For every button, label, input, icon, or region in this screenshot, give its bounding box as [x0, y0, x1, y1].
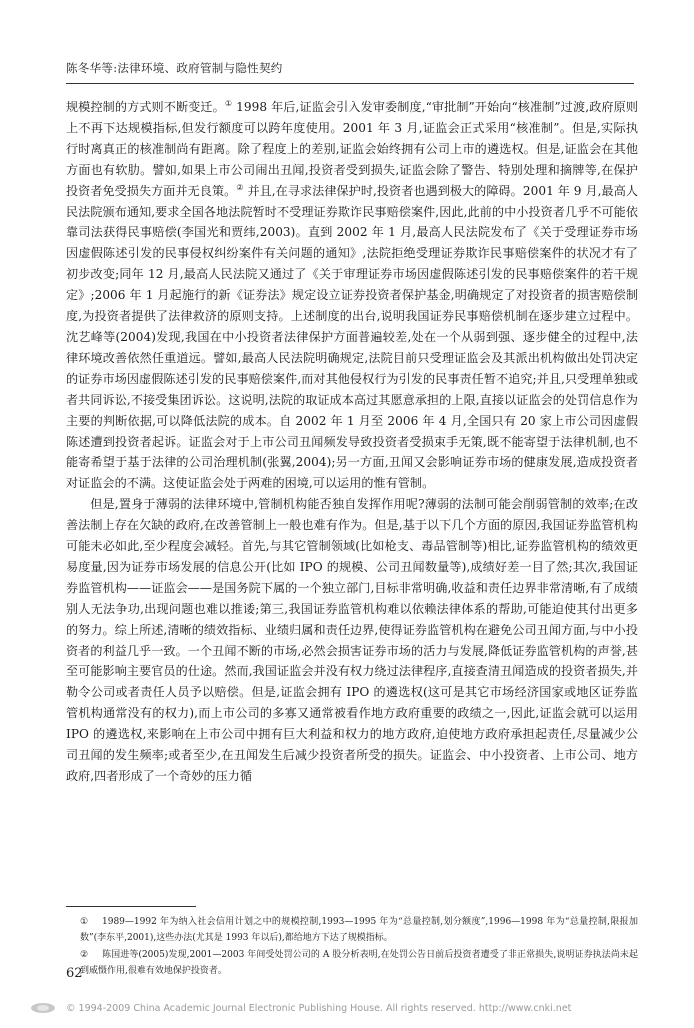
publisher-logo-icon: [30, 1002, 56, 1014]
footnotes: [66, 914, 638, 980]
footnote-2: [66, 947, 638, 979]
footnote-2-text: 陈国进等(2005)发现,2001—2003 年间受处罚公司的 A 股分析表明,在处罚公告日前后投资者遭受了非正常损失,说明证券执法尚未起到威慑作用,很难有效地保护投资者。: [80, 950, 638, 976]
paragraph-1-part-a: 规模控制的方式则不断变迁。: [66, 100, 225, 114]
running-header: 陈冬华等:法律环境、政府管制与隐性契约: [66, 61, 283, 75]
paragraph-1-part-b: 1998 年后,证监会引入发审委制度,“审批制”开始向“核准制”过渡,政府原则上不再下达规模指标,但发行额度可以跨年度使用。2001 年 3 月,证监会正式采用“核准制”。但是,实际执行时离真正的核准制尚有距离。除了程度上的差别,证监会始终拥有公司上市的遴选权。但是,证监会在其他方面也有软肋。譬如,如果上市公司闹出丑闻,投资者受到损失,证监会除了警告、特别处理和摘牌等,在保护投资者免受损失方面并无良策。: [66, 100, 639, 198]
header-rule: [66, 83, 634, 84]
paragraph-1: [66, 97, 638, 494]
footer-copyright: © 1994-2009 China Academic Journal Electronic Publishing House. All rights reserved. http://www.cnki.net: [66, 1003, 572, 1014]
page-number: 62: [66, 966, 83, 981]
footnote-2-number: ②: [80, 950, 89, 960]
footnote-1-number: ①: [80, 917, 89, 927]
body-text: [66, 97, 638, 787]
paragraph-2: 但是,置身于薄弱的法律环境中,管制机构能否独自发挥作用呢?薄弱的法制可能会削弱管制的效率;在改善法制上存在欠缺的政府,在改善管制上一般也难有作为。但是,基于以下几个方面的原因,我国证券监管机构可能未必如此,至少程度会减轻。首先,与其它管制领域(比如枪支、毒品管制等)相比,证券监管机构的绩效更易度量,因为证券市场发展的信息公开(比如 IPO 的规模、公司丑闻数量等),成绩好差一目了然;其次,我国证券监管机构——证监会——是国务院下属的一个独立部门,目标非常明确,收益和责任边界非常清晰,有了成绩别人无法争功,出现问题也难以推诿;第三,我国证券监管机构难以依赖法律体系的帮助,可能迫使其付出更多的努力。综上所述,清晰的绩效指标、业绩归属和责任边界,使得证券监管机构在避免公司丑闻方面,与中小投资者的利益几乎一致。一个丑闻不断的市场,必然会损害证券市场的活力与发展,降低证券监管机构的声誉,甚至可能影响主要官员的仕途。然而,我国证监会并没有权力绕过法律程序,直接查清丑闻造成的投资者损失,并勒令公司或者责任人员予以赔偿。但是,证监会拥有 IPO 的遴选权(这可是其它市场经济国家或地区证券监管机构通常没有的权力),而上市公司的多寡又通常被看作地方政府重要的政绩之一,因此,证监会就可以运用 IPO 的遴选权,来影响在上市公司中拥有巨大利益和权力的地方政府,迫使地方政府承担起责任,尽量减少公司丑闻的发生频率;或者至少,在丑闻发生后减少投资者所受的损失。证监会、中小投资者、上市公司、地方政府,四者形成了一个奇妙的压力循: [66, 497, 638, 783]
footnote-ref-2[interactable]: ②: [236, 182, 244, 192]
paragraph-1-part-c: 并且,在寻求法律保护时,投资者也遇到极大的障碍。2001 年 9 月,最高人民法院颁布通知,要求全国各地法院暂时不受理证券欺诈民事赔偿案件,因此,此前的中小投资者几乎不可能依靠司法获得民事赔偿(李国光和贾纬,2003)。直到 2002 年 1 月,最高人民法院发布了《关于受理证券市场因虚假陈述引发的民事侵权纠纷案件有关问题的通知》,法院拒绝受理证券欺诈民事赔偿案件的状况才有了初步改变;同年 12 月,最高人民法院又通过了《关于审理证券市场因虚假陈述引发的民事赔偿案件的若干规定》;2006 年 1 月起施行的新《证券法》规定设立证券投资者保护基金,明确规定了对投资者的损害赔偿制度,为投资者提供了法律救济的原则支持。上述制度的出台,说明我国证券民事赔偿机制在逐步建立过程中。沈艺峰等(2004)发现,我国在中小投资者法律保护方面普遍较差,处在一个从弱到强、逐步健全的过程中,法律环境改善依然任重道远。譬如,最高人民法院明确规定,法院目前只受理证监会及其派出机构做出处罚决定的证券市场因虚假陈述引发的民事赔偿案件,而对其他侵权行为引发的民事责任暂不追究;并且,只受理单独或者共同诉讼,不接受集团诉讼。这说明,法院的取证成本高过其愿意承担的上限,直接以证监会的处罚信息作为主要的判断依据,可以降低法院的成本。自 2002 年 1 月至 2006 年 4 月,全国只有 20 家上市公司因虚假陈述遭到投资者起诉。证监会对于上市公司丑闻频发导致投资者受损束手无策,既不能寄望于法律机制,也不能寄希望于基于法律的公司治理机制(张翼,2004);另一方面,丑闻又会影响证券市场的健康发展,造成投资者对证监会的不满。这使证监会处于两难的困境,可以运用的惟有管制。: [66, 183, 638, 491]
footnote-1-text: 1989—1992 年为纳入社会信用计划之中的规模控制,1993—1995 年为“总量控制,划分额度”,1996—1998 年为“总量控制,限报加数”(李东平,2001),这些办法(尤其是 1993 年以后),都给地方下达了规模指标。: [80, 917, 638, 943]
footnote-1: [66, 914, 638, 946]
footnote-ref-1[interactable]: ①: [224, 98, 233, 108]
footnote-rule: [66, 906, 196, 907]
